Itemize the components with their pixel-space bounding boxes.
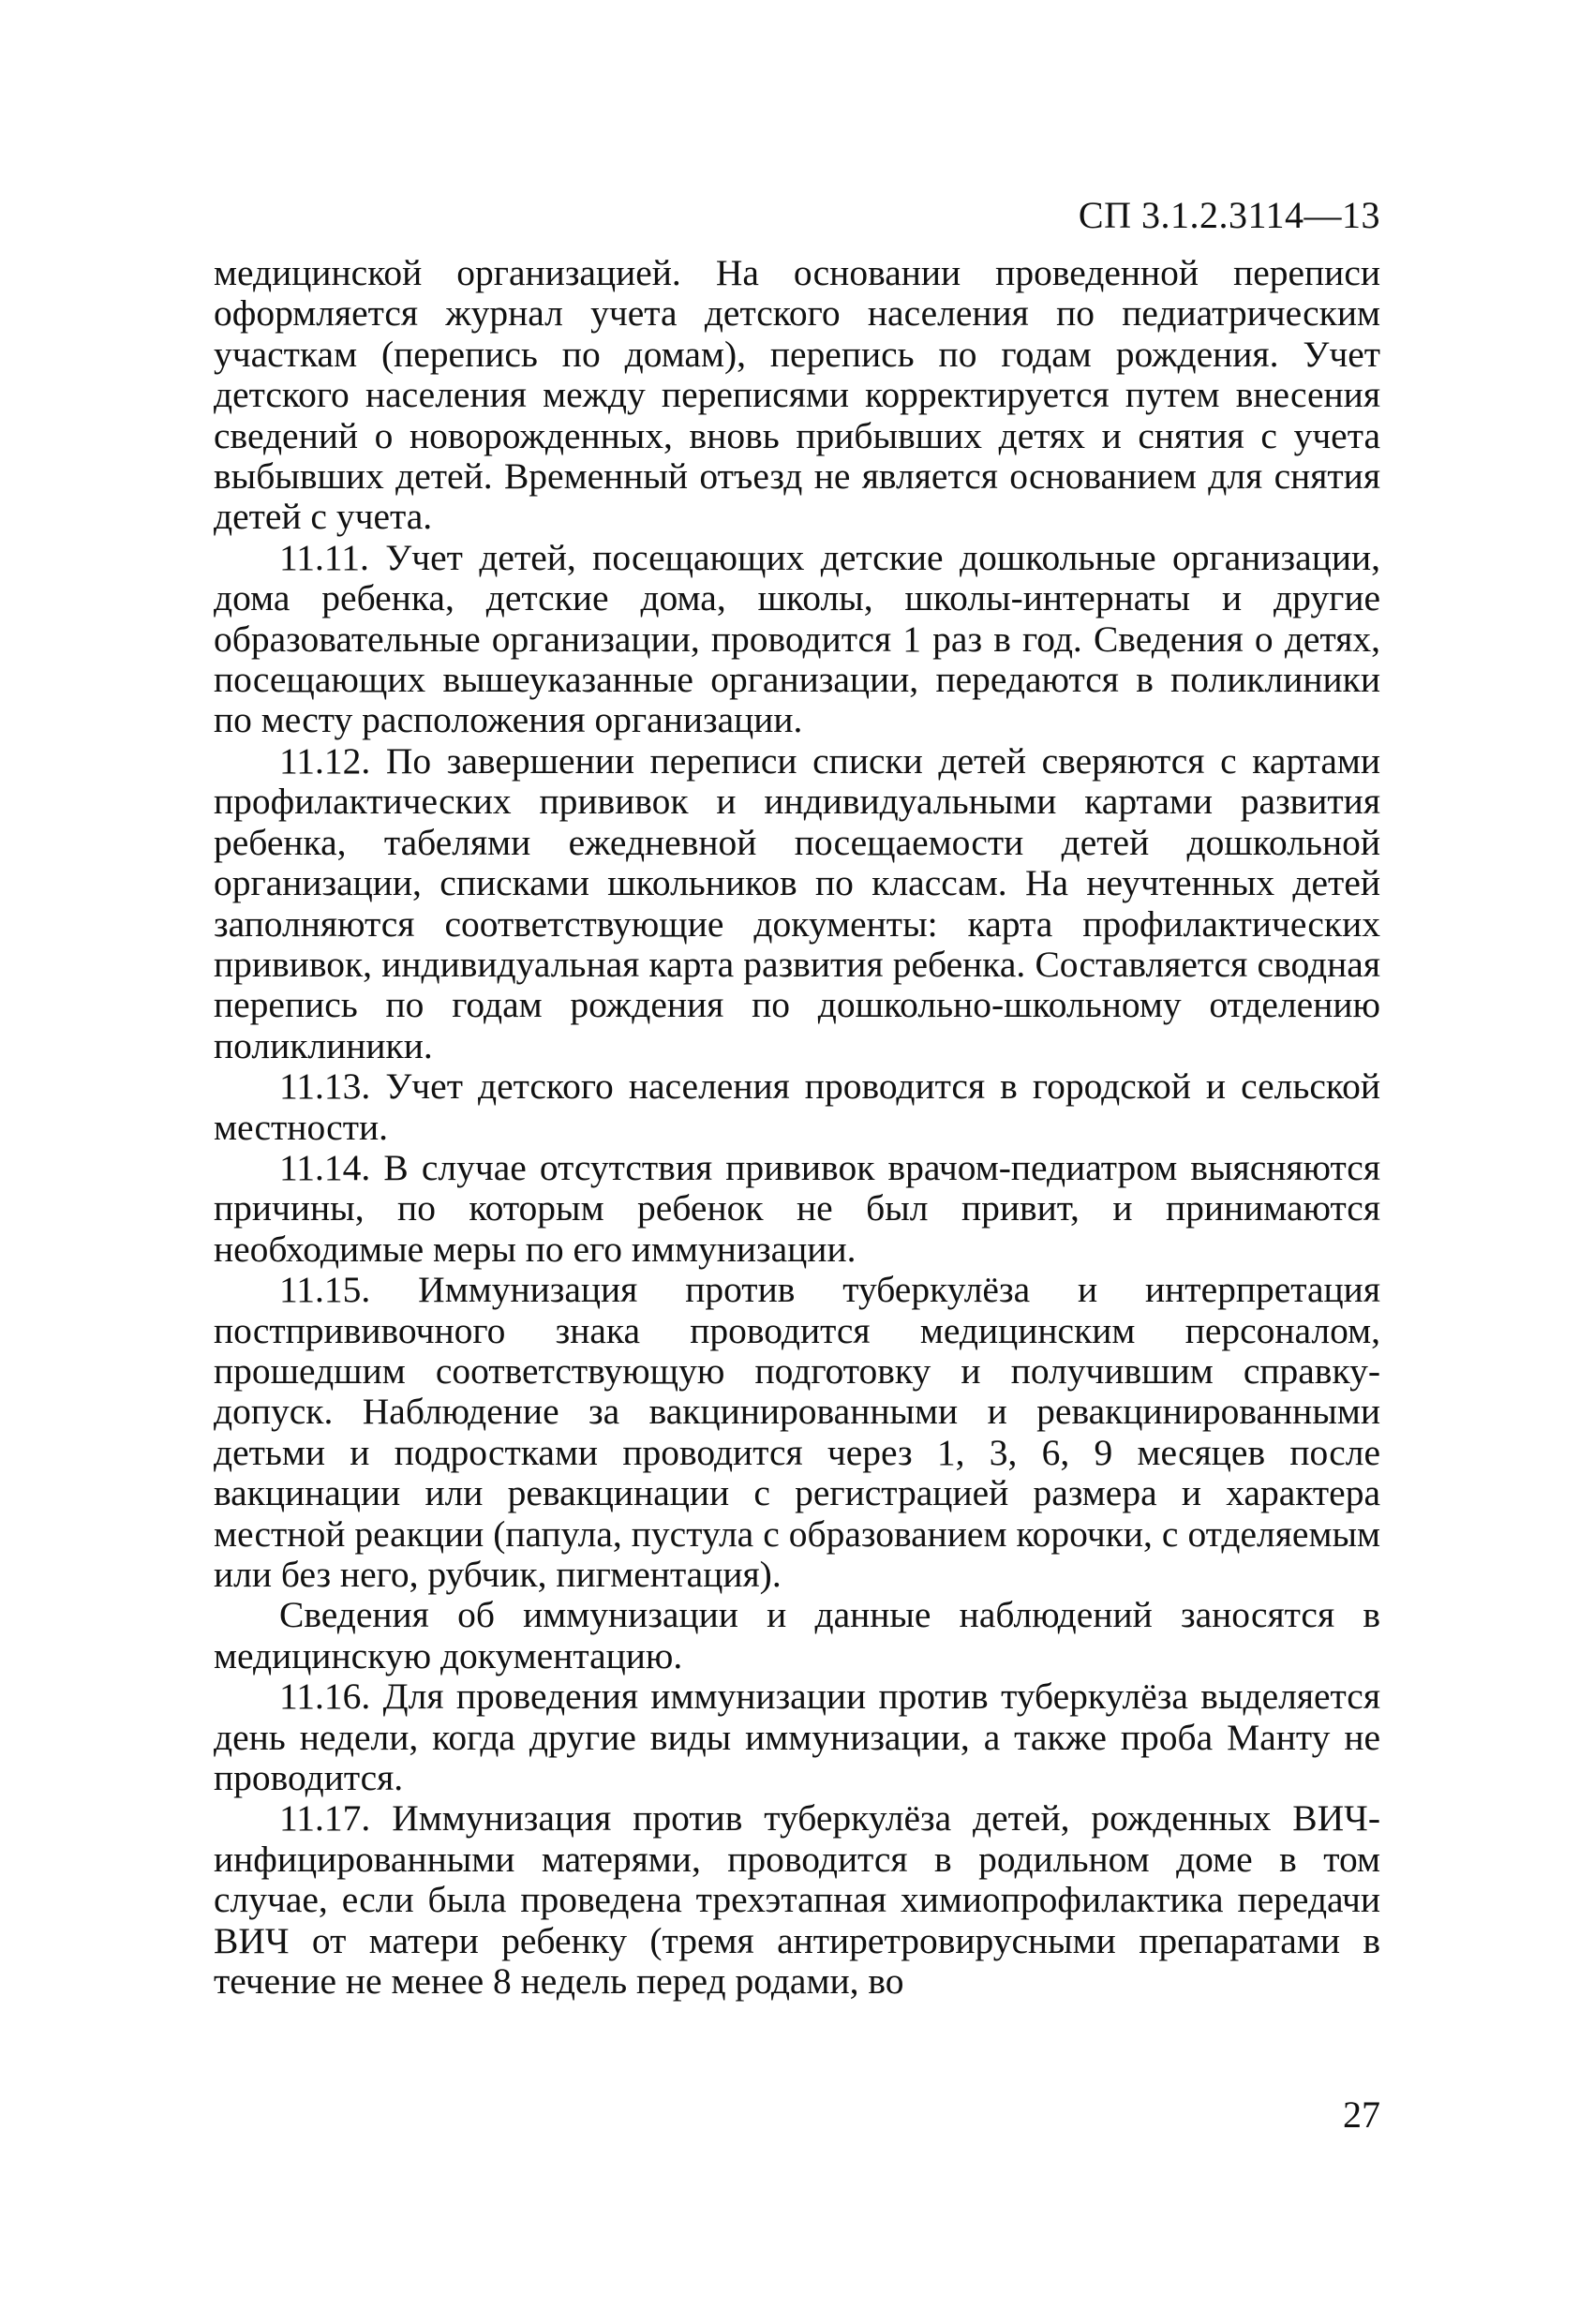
paragraph-11-17: 11.17. Иммунизация против туберкулёза детей, рожденных ВИЧ-инфицированными матерями, проводится в родильном доме в том случае, если была проведена трехэтапная химиопрофилактика передачи ВИЧ от матери ребенку (тремя антиретровирусными препаратами в течение не менее 8 недель перед родами, во <box>214 1797 1380 2003</box>
paragraph-11-11: 11.11. Учет детей, посещающих детские дошкольные организации, дома ребенка, детские дома, школы, школы-интернаты и другие образовательные организации, проводится 1 раз в год. Сведения о детях, посещающих вышеуказанные организации, передаются в поликлиники по месту расположения организации. <box>214 536 1380 741</box>
paragraph-census-continuation: медицинской организацией. На основании проведенной переписи оформляется журнал учета детского населения по педиатрическим участкам (перепись по домам), перепись по годам рождения. Учет детского населения между переписями корректируется путем внесения сведений о новорожденных, вновь прибывших детях и снятия с учета выбывших детей. Временный отъезд не является основанием для снятия детей с учета. <box>214 252 1380 538</box>
paragraph-11-16: 11.16. Для проведения иммунизации против туберкулёза выделяется день недели, когда другие виды иммунизации, а также проба Манту не проводится. <box>214 1676 1380 1799</box>
document-code-header: СП 3.1.2.3114—13 <box>1078 194 1380 236</box>
paragraph-immunization-records: Сведения об иммунизации и данные наблюдений заносятся в медицинскую документацию. <box>214 1594 1380 1676</box>
paragraph-11-15: 11.15. Иммунизация против туберкулёза и интерпретация постпрививочного знака проводится медицинским персоналом, прошедшим соответствующую подготовку и получившим справку-допуск. Наблюдение за вакцинированными и ревакцинированными детьми и подростками проводится через 1, 3, 6, 9 месяцев после вакцинации или ревакцинации с регистрацией размера и характера местной реакции (папула, пустула с образованием корочки, с отделяемым или без него, рубчик, пигментация). <box>214 1269 1380 1595</box>
paragraph-11-12: 11.12. По завершении переписи списки детей сверяются с картами профилактических прививок и индивидуальными картами развития ребенка, табелями ежедневной посещаемости детей дошкольной организации, списками школьников по классам. На неучтенных детей заполняются соответствующие документы: карта профилактических прививок, индивидуальная карта развития ребенка. Составляется сводная перепись по годам рождения по дошкольно-школьному отделению поликлиники. <box>214 739 1380 1066</box>
paragraph-11-14: 11.14. В случае отсутствия прививок врачом-педиатром выясняются причины, по которым ребенок не был привит, и принимаются необходимые меры по его иммунизации. <box>214 1146 1380 1270</box>
paragraph-11-13: 11.13. Учет детского населения проводится в городской и сельской местности. <box>214 1065 1380 1148</box>
body-text <box>214 253 1380 2002</box>
page-number: 27 <box>1343 2093 1380 2136</box>
